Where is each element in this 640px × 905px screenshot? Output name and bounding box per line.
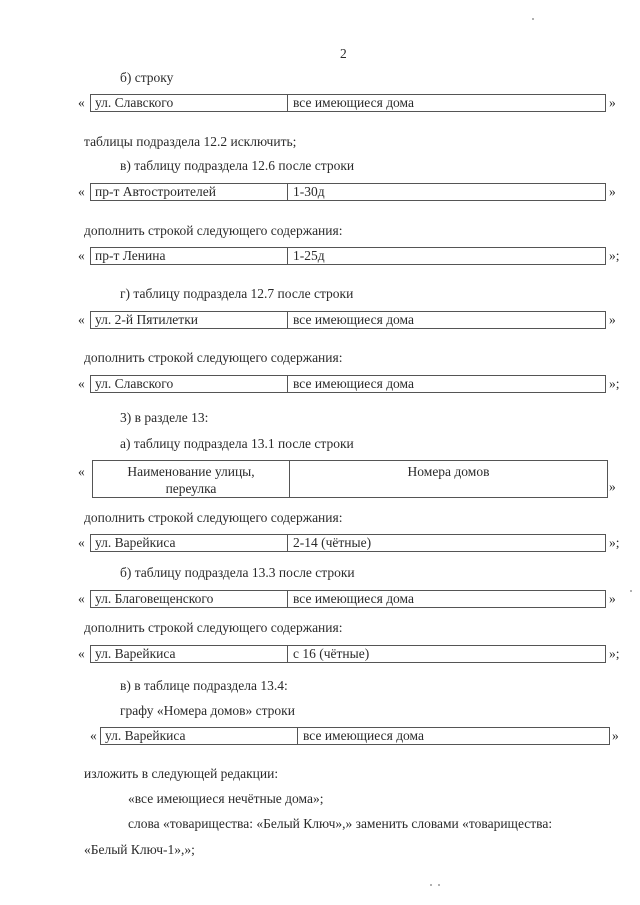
paragraph-graf: графу «Номера домов» строки (120, 703, 295, 718)
paragraph-v-134: в) в таблице подраздела 13.4: (120, 678, 288, 693)
table-row (0, 727, 640, 745)
close-quote: » (609, 312, 616, 327)
houses-cell: все имеющиеся дома (293, 376, 414, 391)
paragraph-izlozh: изложить в следующей редакции: (84, 766, 279, 781)
houses-cell: с 16 (чётные) (293, 646, 370, 661)
table-row (0, 534, 640, 552)
houses-cell: 2-14 (чётные) (293, 535, 372, 550)
street-cell: пр-т Ленина (95, 248, 166, 263)
street-cell: ул. Варейкиса (95, 535, 176, 550)
table-row (0, 645, 640, 663)
close-quote: » (609, 184, 616, 199)
open-quote: « (78, 184, 85, 199)
street-cell: пр-т Автостроителей (95, 184, 216, 199)
open-quote: « (78, 646, 85, 661)
scan-speck (430, 884, 432, 886)
paragraph-quote: «все имеющиеся нечётные дома»; (128, 791, 324, 806)
paragraph-v-126: в) таблицу подраздела 12.6 после строки (120, 158, 355, 173)
houses-cell: все имеющиеся дома (293, 95, 414, 110)
close-quote: » (609, 95, 616, 110)
scan-speck (438, 884, 440, 886)
houses-cell: все имеющиеся дома (303, 728, 424, 743)
scan-speck (532, 18, 534, 20)
houses-cell: все имеющиеся дома (293, 591, 414, 606)
houses-cell: 1-30д (293, 184, 325, 199)
open-quote: « (78, 248, 85, 263)
header-house-numbers: Номера домов (407, 464, 490, 479)
close-quote: »; (609, 248, 620, 263)
close-quote: »; (609, 535, 620, 550)
paragraph-add-2: дополнить строкой следующего содержания: (84, 350, 343, 365)
paragraph-slova-2: «Белый Ключ-1»,»; (84, 842, 195, 857)
open-quote: « (78, 95, 85, 110)
paragraph-b-row: б) строку (120, 70, 174, 85)
header-street-name-2: переулка (165, 481, 217, 496)
close-quote: » (609, 591, 616, 606)
paragraph-b-133: б) таблицу подраздела 13.3 после строки (120, 565, 355, 580)
open-quote: « (78, 464, 85, 479)
paragraph-add-3: дополнить строкой следующего содержания: (84, 510, 343, 525)
table-row (0, 247, 640, 265)
scan-speck (630, 590, 632, 592)
header-street-name: Наименование улицы, (127, 464, 255, 479)
paragraph-add-1: дополнить строкой следующего содержания: (84, 223, 343, 238)
close-quote: » (612, 728, 619, 743)
table-row (0, 94, 640, 112)
paragraph-slova-1: слова «товарищества: «Белый Ключ»,» заменить словами «товарищества: (128, 816, 553, 831)
page-number: 2 (340, 46, 347, 61)
open-quote: « (78, 535, 85, 550)
table-row (0, 183, 640, 201)
paragraph-section-13: 3) в разделе 13: (120, 410, 209, 425)
open-quote: « (90, 728, 97, 743)
street-cell: ул. Славского (95, 95, 174, 110)
houses-cell: все имеющиеся дома (293, 312, 414, 327)
street-cell: ул. 2-й Пятилетки (95, 312, 198, 327)
street-cell: ул. Благовещенского (95, 591, 214, 606)
open-quote: « (78, 591, 85, 606)
paragraph-exclude: таблицы подраздела 12.2 исключить; (84, 134, 297, 149)
paragraph-add-4: дополнить строкой следующего содержания: (84, 620, 343, 635)
table-row (0, 590, 640, 608)
table-row (0, 311, 640, 329)
street-cell: ул. Варейкиса (95, 646, 176, 661)
close-quote: »; (609, 376, 620, 391)
houses-cell: 1-25д (293, 248, 325, 263)
street-cell: ул. Варейкиса (105, 728, 186, 743)
table-row (0, 375, 640, 393)
paragraph-g-127: г) таблицу подраздела 12.7 после строки (120, 286, 354, 301)
paragraph-a-131: а) таблицу подраздела 13.1 после строки (120, 436, 354, 451)
open-quote: « (78, 312, 85, 327)
close-quote: »; (609, 646, 620, 661)
open-quote: « (78, 376, 85, 391)
close-quote: » (609, 479, 616, 494)
street-cell: ул. Славского (95, 376, 174, 391)
